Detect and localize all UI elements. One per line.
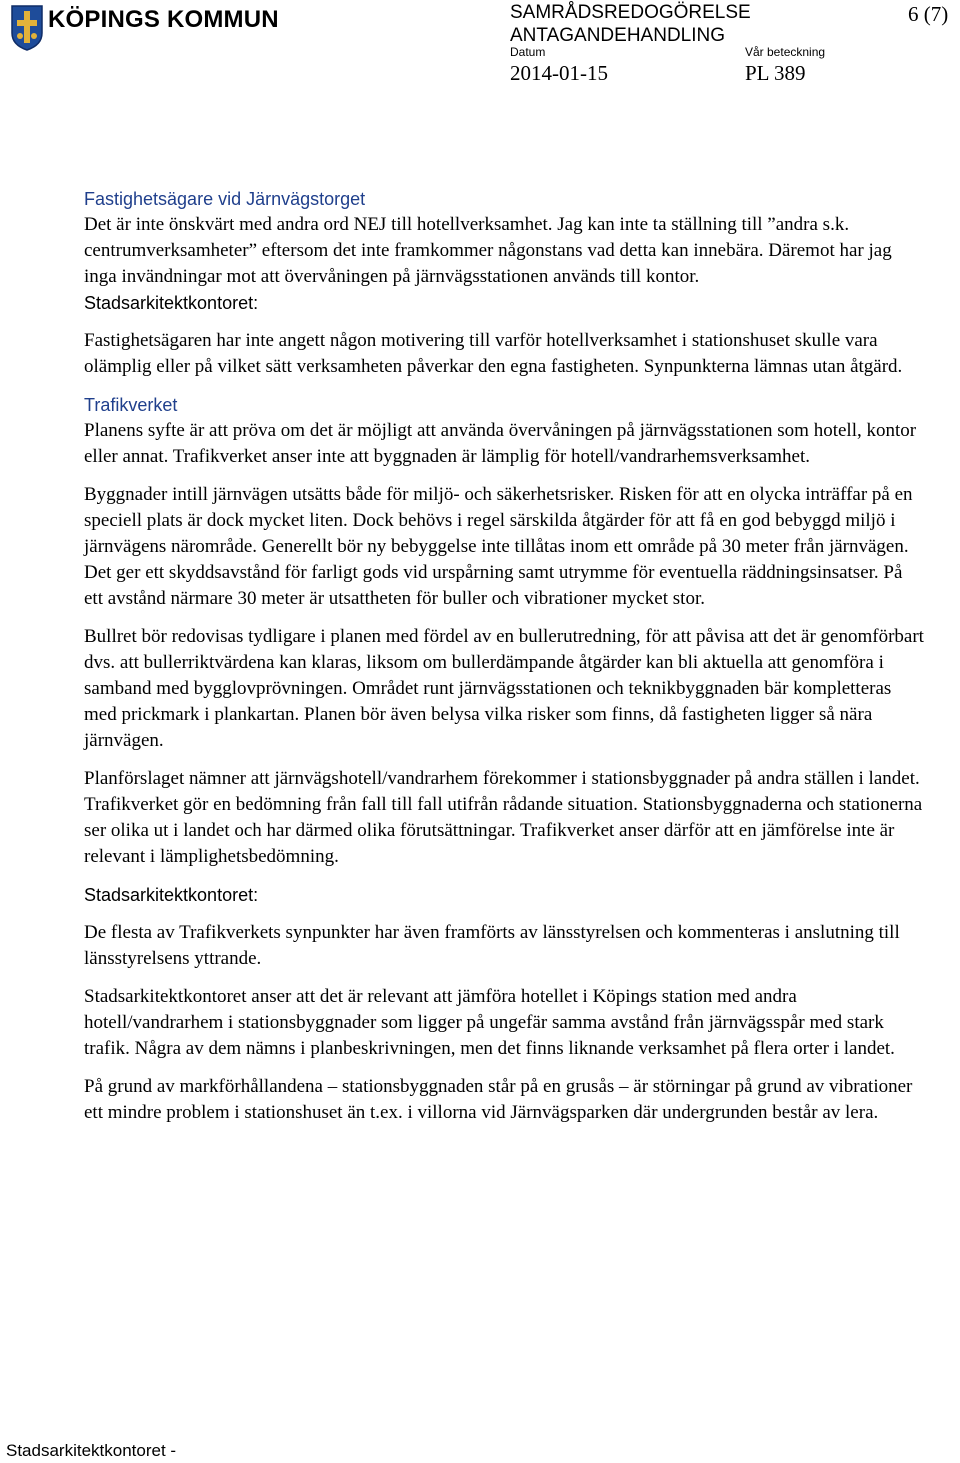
section-heading-stadsarkitektkontoret: Stadsarkitektkontoret: xyxy=(84,885,259,905)
paragraph: Byggnader intill järnvägen utsätts både för miljö- och säkerhetsrisker. Risken för att en olycka inträffar på en speciell plats är dock mycket liten. Dock behövs i regel särskilda åtgärder för att få en god bebyggd miljö i järnvägens närområde. Generellt bör ny bebyggelse inte tillåtas inom ett område på 30 meter från järnvägen. Det ger ett skyddsavstånd för farligt gods vid urspårning samt utrymme för eventuella räddningsinsatser. På ett avstånd närmare 30 meter är utsattheten för buller och vibrationer mycket stor. xyxy=(84,484,913,609)
page-number: 6 (7) xyxy=(908,2,949,26)
document-date: 2014-01-15 xyxy=(510,61,608,85)
paragraph: Planförslaget nämner att järnvägshotell/vandrarhem förekommer i stationsbyggnader på andra ställen i landet. Trafikverket gör en bedömning från fall till fall utifrån rådande situation. Stationsbyggnaderna och stationerna ser olika ut i landet och har därmed olika förutsättningar. Trafikverket anser därför att en jämförelse inte är relevant i lämplighetsbedömning. xyxy=(84,768,923,867)
paragraph: Det är inte önskvärt med andra ord NEJ till hotellverksamhet. Jag kan inte ta ställning till ”andra s.k. centrumverksamheter” eftersom det inte framkommer någonstans vad detta kan innebära. Däremot har jag inga invändningar mot att övervåningen på järnvägsstationen används till kontor. xyxy=(84,214,892,287)
document-title: SAMRÅDSREDOGÖRELSE xyxy=(510,2,751,23)
paragraph: Planens syfte är att pröva om det är möjligt att använda övervåningen på järnvägsstationen som hotell, kontor eller annat. Trafikverket anser inte att byggnaden är lämplig för hotell/vandrarhemsverksamhet. xyxy=(84,420,917,467)
section-heading-stadsarkitektkontoret: Stadsarkitektkontoret: xyxy=(84,293,259,313)
date-label: Datum xyxy=(510,45,546,59)
document-reference: PL 389 xyxy=(745,61,806,85)
page-footer: Stadsarkitektkontoret - xyxy=(6,1441,177,1460)
organization-name: KÖPINGS KOMMUN xyxy=(48,6,279,33)
reference-label: Vår beteckning xyxy=(745,45,826,59)
section-heading-trafikverket: Trafikverket xyxy=(84,395,178,415)
document-body xyxy=(84,186,924,1138)
paragraph: De flesta av Trafikverkets synpunkter har även framförts av länsstyrelsen och kommenteras i anslutning till länsstyrelsens yttrande. xyxy=(84,922,900,969)
paragraph: Stadsarkitektkontoret anser att det är relevant att jämföra hotellet i Köpings station med andra hotell/vandrarhem i stationsbyggnader som ligger på ungefär samma avstånd från järnvägsspår med stark trafik. Några av dem nämns i planbeskrivningen, men det finns liknande verksamhet på flera orter i landet. xyxy=(84,986,895,1059)
document-subtitle: ANTAGANDEHANDLING xyxy=(510,25,726,46)
section-heading-fastighetsagare: Fastighetsägare vid Järnvägstorget xyxy=(84,189,366,209)
paragraph: Bullret bör redovisas tydligare i planen med fördel av en bullerutredning, för att påvisa att det är genomförbart dvs. att bullerriktvärdena kan klaras, liksom om bullerdämpande åtgärder kan bli aktuella att genomföra i samband med bygglovprövningen. Området runt järnvägsstationen och teknikbyggnaden bär kompletteras med prickmark i plankartan. Planen bör även belysa vilka risker som finns, då fastigheten ligger så nära järnvägen. xyxy=(84,626,924,751)
coat-of-arms-icon xyxy=(10,3,44,51)
paragraph: På grund av markförhållandena – stationsbyggnaden står på en grusås – är störningar på grund av vibrationer ett mindre problem i stationshuset än t.ex. i villorna vid Järnvägsparken där undergrunden består av lera. xyxy=(84,1076,913,1123)
paragraph: Fastighetsägaren har inte angett någon motivering till varför hotellverksamhet i stationshuset skulle vara olämplig eller på vilket sätt verksamheten påverkar den egna fastigheten. Synpunkterna lämnas utan åtgärd. xyxy=(84,330,903,377)
